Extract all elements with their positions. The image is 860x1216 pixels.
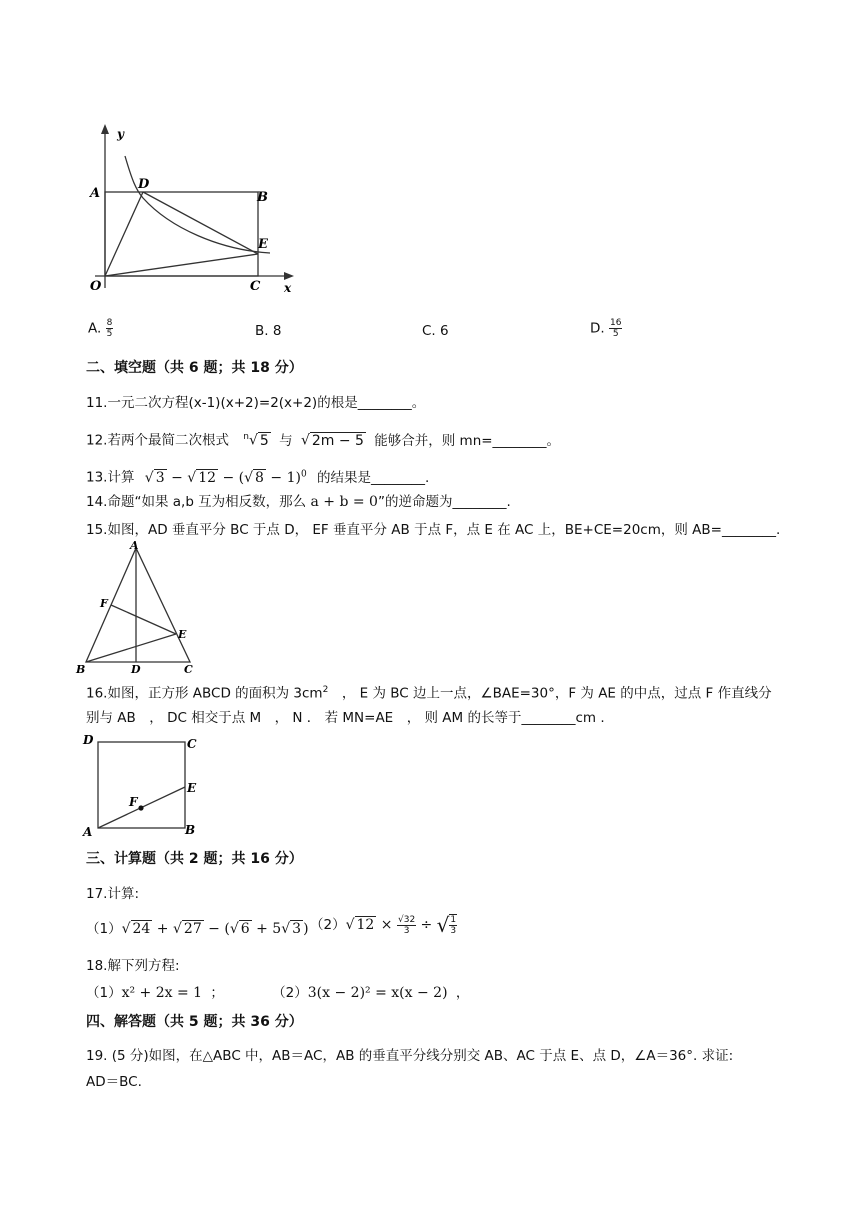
figure-q15-triangle (72, 538, 202, 678)
question-17-title: 17.计算: (86, 886, 140, 902)
question-19-line-2: AD＝BC. (86, 1074, 142, 1090)
question-13 (86, 465, 429, 487)
label-O: O (90, 279, 102, 294)
q13-power: 0 (300, 469, 307, 479)
point-F (138, 805, 143, 810)
q17-p1-radicand-4: 3 (292, 921, 302, 937)
label-A: A (130, 539, 139, 552)
section-2-title: 二、填空题（共 6 题；共 18 分） (86, 360, 303, 376)
q16-line1-a: 16.如图，正方形 ABCD 的面积为 3cm (86, 685, 323, 702)
label-C: C (250, 279, 261, 294)
q13-expression: √ 3 − √ 12 − (√ 8 − 1)$^0$ (144, 469, 307, 486)
q12-suffix: 能够合并，则 mn=________。 (374, 432, 561, 449)
segment-OD (105, 192, 143, 276)
option-d (590, 318, 622, 339)
option-d-numerator: 16 (609, 318, 622, 328)
q13-prefix: 13.计算 (86, 469, 135, 486)
q17-p2-root-sign: √ (436, 913, 450, 937)
q18-p1-end: ； (210, 985, 224, 1001)
figure-q16-square (78, 730, 208, 840)
q14-suffix: ”的逆命题为________. (377, 494, 511, 510)
label-y: y (117, 127, 124, 141)
q17-p2-fraction (397, 915, 416, 936)
question-14 (86, 493, 511, 511)
option-a-fraction (106, 318, 114, 339)
q18-p2-end: ， (455, 985, 470, 1001)
q12-mid: 与 (279, 432, 293, 449)
label-C: C (187, 737, 197, 751)
question-17-part-2 (310, 914, 457, 936)
q12-radicand-1: 5 (259, 432, 269, 449)
q13-radicand-b: 12 (198, 469, 217, 486)
label-C: C (184, 663, 193, 676)
q17-p2-expression: √ 12 × (345, 917, 397, 933)
section-3-title: 三、计算题（共 2 题；共 16 分） (86, 851, 303, 867)
q18-p1-equation: x² + 2x = 1 (121, 985, 203, 1001)
option-d-prefix: D. (590, 320, 605, 337)
segment-FE (111, 605, 176, 634)
label-D: D (83, 733, 94, 747)
q17-p2-label: （2） (310, 917, 346, 933)
q17-p1-radicand-1: 24 (132, 921, 151, 937)
q13-op-1: − (166, 469, 188, 486)
label-E: E (187, 781, 197, 795)
option-d-denominator: 5 (612, 329, 619, 339)
question-18-title: 18.解下列方程: (86, 958, 180, 974)
q14-equation: a + b = 0 (310, 494, 378, 510)
question-11: 11.一元二次方程(x-1)(x+2)=2(x+2)的根是________。 (86, 395, 426, 411)
q13-radicand-a: 3 (155, 469, 165, 486)
q18-p2-equation: 3(x − 2)² = x(x − 2) (307, 985, 448, 1001)
q12-radical-1: √ 5 (249, 432, 269, 449)
q17-p2-times: × (376, 917, 397, 933)
q17-p2-root-fraction (449, 914, 457, 936)
question-15: 15.如图，AD 垂直平分 BC 于点 D， EF 垂直平分 AB 于点 F，点 E 在 AC 上，BE+CE=20cm，则 AB=________. (86, 522, 781, 538)
option-a-denominator: 5 (106, 329, 113, 339)
option-b: B. 8 (255, 323, 282, 339)
question-18-parts (86, 984, 469, 1002)
label-B: B (185, 823, 196, 837)
q18-p1-label: （1） (86, 985, 122, 1001)
q13-suffix: 的结果是________. (316, 469, 430, 486)
q17-p1-close: ) (303, 921, 309, 937)
q17-p2-divide: ÷ (420, 917, 437, 933)
q17-p1-label: （1） (86, 921, 122, 937)
q17-p1-radicand-2: 27 (183, 921, 202, 937)
segment-BE (86, 634, 176, 662)
q17-p1-radicand-3: 6 (240, 921, 250, 937)
figure-q10-graph (80, 120, 305, 300)
option-a-prefix: A. (88, 320, 102, 337)
q17-p1-op-2: − ( (203, 921, 230, 937)
option-c: C. 6 (422, 323, 449, 339)
q17-p2-root-numerator: 1 (450, 915, 457, 925)
label-B: B (257, 190, 268, 205)
q12-radical-2: √ 2m − 5 (300, 432, 364, 449)
option-d-fraction (609, 318, 622, 339)
label-F: F (100, 597, 108, 610)
q17-p1-op-3: + 5 (251, 921, 282, 937)
label-D: D (131, 663, 141, 676)
label-A: A (83, 825, 93, 839)
q12-root-index: n (243, 432, 249, 442)
segment-OE (105, 254, 258, 276)
question-17-part-1 (86, 920, 309, 938)
q14-prefix: 14.命题“如果 a,b 互为相反数，那么 (86, 494, 311, 510)
label-F: F (129, 795, 138, 809)
q16-line1-b: ， E 为 BC 边上一点，∠BAE=30°，F 为 AE 的中点，过点 F 作直线分 (328, 685, 772, 702)
option-a-numerator: 8 (106, 318, 113, 328)
label-E: E (178, 628, 187, 641)
section-4-title: 四、解答题（共 5 题；共 36 分） (86, 1014, 303, 1030)
label-E: E (258, 237, 268, 252)
question-16-line-2: 别与 AB ， DC 相交于点 M ， N ． 若 MN=AE ， 则 AM 的长等于________cm . (86, 710, 605, 726)
q17-p1-expression: √ 24 + √ 27 − (√ 6 + 5√ 3 ) (121, 921, 309, 937)
q17-p2-fraction-denominator: 3 (403, 925, 410, 936)
label-A: A (90, 186, 101, 201)
q17-p2-root-denominator: 3 (450, 926, 457, 936)
label-B: B (76, 663, 86, 676)
question-19-line-1: 19. (5 分)如图，在△ABC 中，AB＝AC，AB 的垂直平分线分别交 AB、AC 于点 E、点 D，∠A＝36°. 求证: (86, 1048, 734, 1064)
q16-sup: 2 (322, 685, 329, 695)
question-16-line-1 (86, 681, 772, 703)
x-axis-arrow (284, 272, 294, 280)
q13-op-2: − ( (218, 469, 245, 486)
q13-radicand-c: 8 (255, 469, 264, 486)
q17-p2-radicand-1: 12 (356, 917, 375, 933)
label-D: D (138, 177, 150, 192)
q17-p1-op-1: + (152, 921, 173, 937)
square-ABCD (98, 742, 185, 828)
label-x: x (284, 281, 292, 295)
y-axis-arrow (101, 124, 109, 134)
hyperbola-curve (125, 156, 270, 253)
question-12 (86, 428, 560, 450)
q13-tail: − 1) (265, 469, 301, 486)
q18-p2-label: （2） (272, 985, 308, 1001)
q12-prefix: 12.若两个最简二次根式 (86, 432, 229, 449)
q17-p2-fraction-numerator: √32 (397, 914, 416, 925)
option-a (88, 318, 113, 339)
q12-radicand-2: 2m − 5 (311, 432, 364, 449)
rectangle-ABCO (105, 192, 258, 276)
segment-DE (143, 192, 258, 254)
